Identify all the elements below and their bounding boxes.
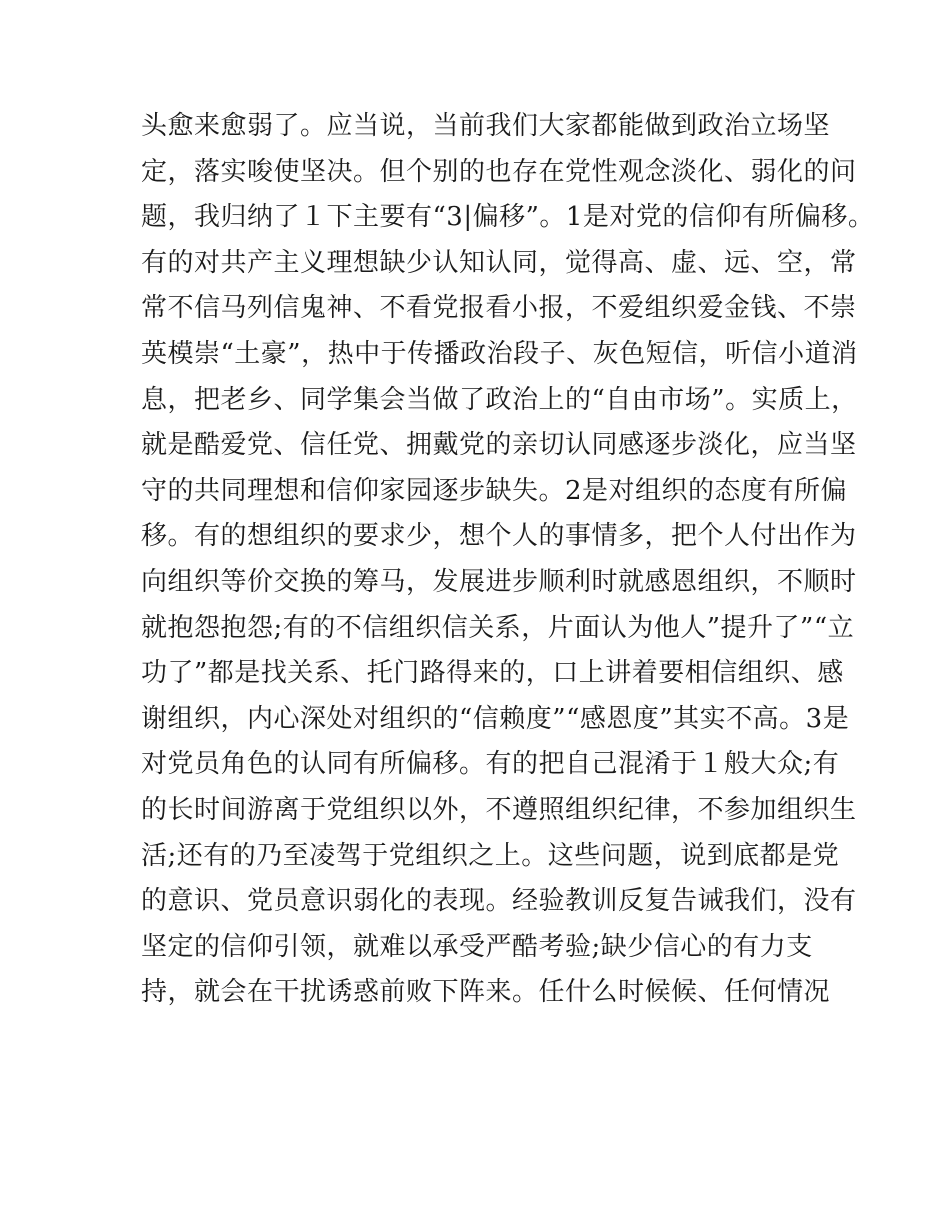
text-line: 谢组织，内心深处对组织的“信赖度”“感恩度”其实不高。3是	[141, 703, 850, 734]
text-line: 定，落实唆使坚决。但个别的也存在党性观念淡化、弱化的问	[141, 156, 857, 187]
text-line: 就是酷爱党、信任党、拥戴党的亲切认同感逐步淡化，应当坚	[141, 430, 857, 461]
text-line: 的意识、党员意识弱化的表现。经验教训反复告诫我们，没有	[141, 886, 857, 917]
text-line: 的长时间游离于党组织以外，不遵照组织纪律，不参加组织生	[141, 794, 857, 825]
text-line: 向组织等价交换的筹马，发展进步顺利时就感恩组织，不顺时	[141, 566, 857, 597]
text-line: 移。有的想组织的要求少，想个人的事情多，把个人付出作为	[141, 521, 857, 552]
text-line: 活;还有的乃至凌驾于党组织之上。这些问题，说到底都是党	[141, 840, 840, 871]
text-line: 持，就会在干扰诱惑前败下阵来。任什么时候候、任何情况	[141, 977, 831, 1008]
text-line: 英模崇“土豪”，热中于传播政治段子、灰色短信，听信小道消	[141, 338, 858, 369]
text-line: 功了”都是找关系、托门路得来的，口上讲着要相信组织、感	[141, 658, 844, 689]
text-line: 头愈来愈弱了。应当说，当前我们大家都能做到政治立场坚	[141, 111, 831, 141]
text-line: 守的共同理想和信仰家园逐步缺失。2是对组织的态度有所偏	[141, 475, 848, 506]
text-line: 息，把老乡、同学集会当做了政治上的“自由市场”。实质上，	[141, 384, 858, 415]
text-line: 有的对共产主义理想缺少认知认同，觉得高、虚、远、空，常	[141, 247, 857, 278]
body-text	[141, 104, 875, 1016]
text-line: 坚定的信仰引领，就难以承受严酷考验;缺少信心的有力支	[141, 931, 813, 962]
text-line: 常不信马列信鬼神、不看党报看小报，不爱组织爱金钱、不崇	[141, 293, 857, 324]
text-line: 就抱怨抱怨;有的不信组织信关系，片面认为他人”提升了”“立	[141, 612, 855, 643]
text-line: 对党员角色的认同有所偏移。有的把自己混淆于１般大众;有	[141, 749, 840, 780]
text-line: 题，我归纳了１下主要有“3|偏移”。1是对党的信仰有所偏移。	[141, 202, 875, 233]
